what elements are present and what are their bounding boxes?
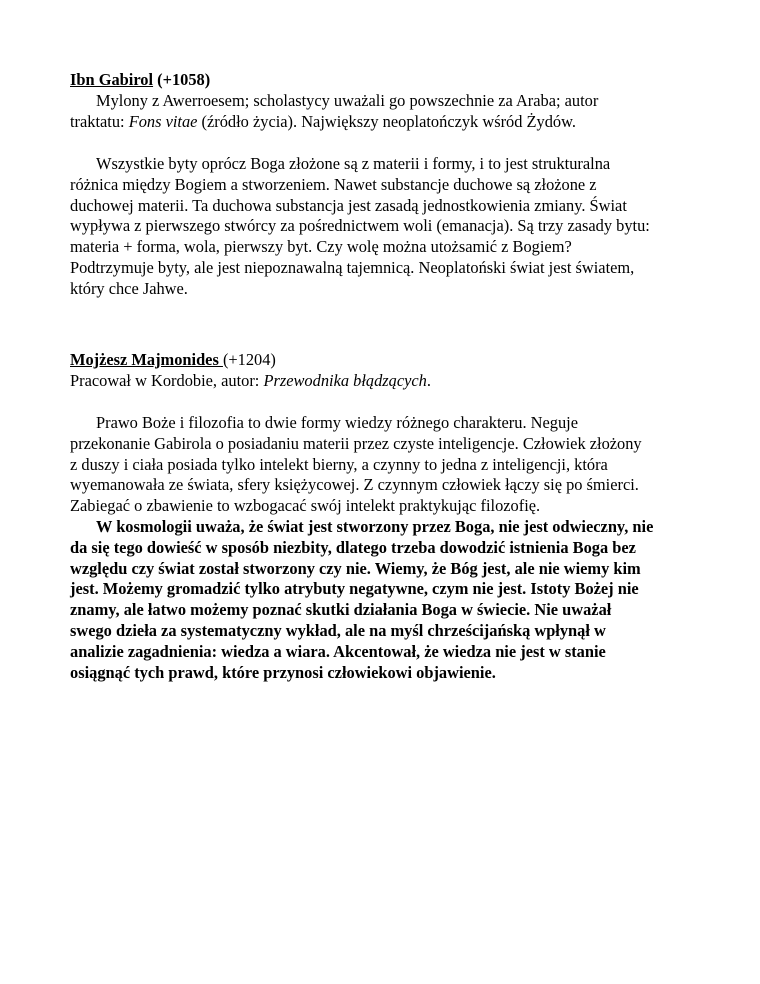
intro-text: traktatu: — [70, 111, 129, 131]
paragraph-line-bold: znamy, ale łatwo możemy poznać skutki działania Boga w świecie. Nie uważał — [70, 600, 612, 620]
paragraph-line: który chce Jahwe. — [70, 278, 188, 298]
paragraph-line: duchowej materii. Ta duchowa substancja jest zasadą jednostkowienia zmiany. Świat — [70, 195, 627, 215]
paragraph-line-bold: da się tego dowieść w sposób niezbity, dlatego trzeba dowodzić istnienia Boga bez — [70, 537, 636, 557]
intro-line — [70, 371, 694, 392]
paragraph-line: materia + forma, wola, pierwszy byt. Czy wolę można utożsamić z Bogiem? — [70, 237, 572, 257]
paragraph-line-bold: jest. Możemy gromadzić tylko atrybuty negatywne, czym nie jest. Istoty Bożej nie — [70, 579, 639, 599]
intro-text: . — [426, 370, 431, 390]
heading-date: (+1058) — [153, 70, 211, 89]
paragraph-ibn-gabirol — [70, 154, 694, 300]
book-title: Fons vitae — [128, 111, 198, 131]
paragraph-line: Podtrzymuje byty, ale jest niepoznawalną tajemnicą. Neoplatoński świat jest światem, — [70, 257, 635, 277]
section-heading — [70, 350, 694, 371]
paragraph-line: wyemanowała ze świata, sfery księżycowej. Z czynnym człowiek łączy się po śmierci. — [70, 475, 639, 495]
paragraph-line-bold: względu czy świat został stworzony czy nie. Wiemy, że Bóg jest, ale nie wiemy kim — [70, 558, 641, 578]
paragraph-line: z duszy i ciała posiada tylko intelekt bierny, a czynny to jedna z inteligencji, która — [70, 454, 608, 474]
section-heading — [70, 70, 694, 91]
intro-text: (źródło życia). Największy neoplatończyk wśród Żydów. — [197, 111, 576, 131]
heading-date: (+1204) — [222, 350, 276, 369]
paragraph-majmonides — [70, 413, 694, 683]
paragraph-line-bold: osiągnąć tych prawd, które przynosi człowiekowi objawienie. — [70, 662, 496, 682]
paragraph-line-bold: W kosmologii uważa, że świat jest stworzony przez Boga, nie jest odwieczny, nie — [96, 516, 654, 536]
paragraph-line-bold: analizie zagadnienia: wiedza a wiara. Akcentował, że wiedza nie jest w stanie — [70, 641, 606, 661]
intro-text: Pracował w Kordobie, autor: — [70, 370, 264, 390]
paragraph-line: wypływa z pierwszego stwórcy za pośrednictwem woli (emanacja). Są trzy zasady bytu: — [70, 216, 650, 236]
heading-name: Ibn Gabirol — [70, 70, 154, 89]
paragraph-line-bold: swego dzieła za systematyczny wykład, ale na myśl chrześcijańską wpłynął w — [70, 620, 606, 640]
paragraph-line: różnica między Bogiem a stworzeniem. Nawet substancje duchowe są złożone z — [70, 174, 597, 194]
section-ibn-gabirol — [70, 70, 694, 132]
section-majmonides — [70, 350, 694, 392]
book-title: Przewodnika błądzących — [263, 370, 427, 390]
paragraph-line: Wszystkie byty oprócz Boga złożone są z materii i formy, i to jest strukturalna — [96, 154, 611, 173]
paragraph-line: Zabiegać o zbawienie to wzbogacać swój intelekt praktykując filozofię. — [70, 496, 541, 516]
paragraph-line: Prawo Boże i filozofia to dwie formy wiedzy różnego charakteru. Neguje — [96, 413, 578, 432]
intro-line: Mylony z Awerroesem; scholastycy uważali go powszechnie za Araba; autor — [96, 90, 599, 110]
heading-name: Mojżesz Majmonides — [70, 350, 223, 369]
intro-line — [70, 112, 694, 133]
paragraph-line: przekonanie Gabirola o posiadaniu materii przez czyste inteligencje. Człowiek złożony — [70, 433, 642, 453]
